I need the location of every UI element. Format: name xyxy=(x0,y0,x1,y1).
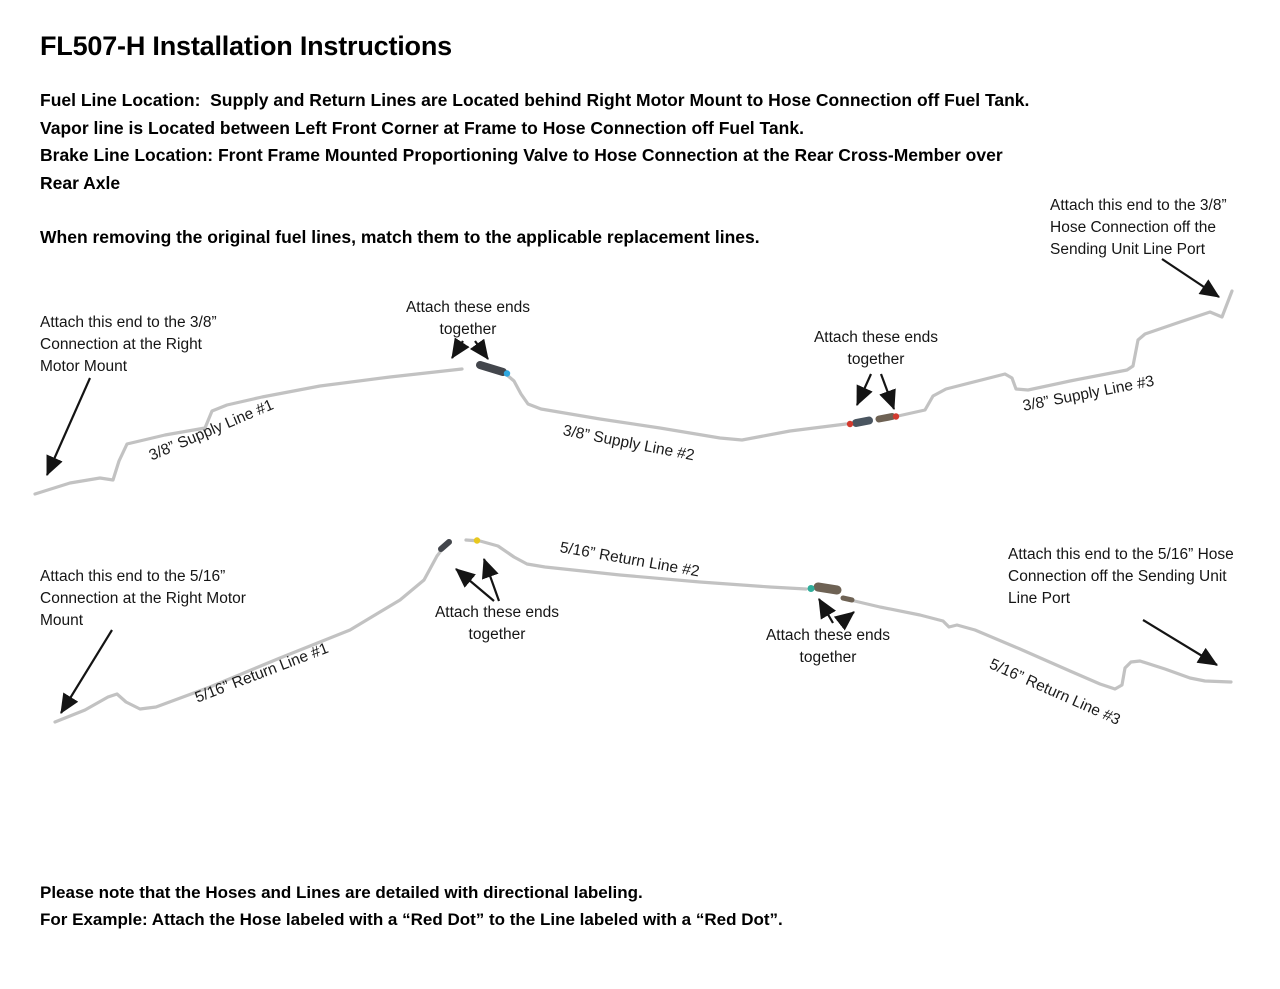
arrow-supply-sending xyxy=(1162,259,1219,297)
label-return-line-1: 5/16” Return Line #1 xyxy=(192,639,331,707)
red-dot-marker-line3 xyxy=(893,413,899,419)
label-supply-line-3: 3/8” Supply Line #3 xyxy=(1021,372,1156,415)
fuel-line-location-text: Fuel Line Location: Supply and Return Lines are Located behind Right Motor Mount to Hose Connection off Fuel Tank. xyxy=(40,90,1030,110)
arrow-return-sending xyxy=(1143,620,1217,665)
teal-dot-marker xyxy=(808,585,815,592)
location-paragraph xyxy=(40,87,1200,197)
callout-attach-together-return-1: Attach these ends together xyxy=(434,604,560,643)
arrow-supply-j1-left xyxy=(452,341,463,358)
rear-axle-text: Rear Axle xyxy=(40,172,121,193)
arrow-return-j2-left xyxy=(819,599,833,623)
yellow-dot-marker xyxy=(474,537,480,543)
label-supply-line-2: 3/8” Supply Line #2 xyxy=(561,422,696,465)
return-junction2-line3-tip xyxy=(843,598,852,600)
callout-attach-together-supply-1: Attach these ends together xyxy=(405,299,531,338)
removal-instruction-text: When removing the original fuel lines, match them to the applicable replacement lines. xyxy=(40,227,760,247)
arrow-supply-j2-left xyxy=(857,374,871,405)
arrow-supply-motor xyxy=(47,378,90,475)
directional-labeling-note: Please note that the Hoses and Lines are detailed with directional labeling. xyxy=(40,883,643,902)
blue-dot-marker xyxy=(504,370,510,376)
supply-junction1-hose xyxy=(480,365,503,372)
page-title: FL507-H Installation Instructions xyxy=(40,31,452,61)
label-return-line-2: 5/16” Return Line #2 xyxy=(558,539,701,581)
supply-line-2-tube xyxy=(507,375,846,440)
return-junction2-hose xyxy=(818,587,837,590)
callout-supply-sending-unit: Attach this end to the 3/8” Hose Connection off the Sending Unit Line Port xyxy=(1050,197,1227,258)
footer-notes xyxy=(40,879,1140,933)
arrow-supply-j1-right xyxy=(475,341,488,359)
vapor-line-location-text: Vapor line is Located between Left Front Corner at Frame to Hose Connection off Fuel Tank. xyxy=(40,117,804,138)
label-return-line-3: 5/16” Return Line #3 xyxy=(986,655,1123,729)
callout-return-sending-unit: Attach this end to the 5/16” Hose Connection off the Sending Unit Line Port xyxy=(1008,546,1234,607)
arrow-supply-j2-right xyxy=(881,374,894,409)
supply-junction2-left-hose xyxy=(856,421,869,424)
supply-junction2-right-hose xyxy=(879,417,892,420)
red-dot-marker-line2 xyxy=(847,421,853,427)
callout-supply-motor-mount: Attach this end to the 3/8” Connection at the Right Motor Mount xyxy=(40,314,217,375)
callout-attach-together-supply-2: Attach these ends together xyxy=(813,329,939,368)
brake-line-location-text: Brake Line Location: Front Frame Mounted Proportioning Valve to Hose Connection at the Rear Cross-Member over xyxy=(40,145,1003,165)
label-supply-line-1: 3/8” Supply Line #1 xyxy=(146,396,277,465)
red-dot-example-note: For Example: Attach the Hose labeled with a “Red Dot” to the Line labeled with a “Red Dot”. xyxy=(40,910,783,929)
arrow-return-j2-right xyxy=(840,612,854,623)
supply-line-1-tube xyxy=(35,369,462,494)
callout-return-motor-mount: Attach this end to the 5/16” Connection at the Right Motor Mount xyxy=(40,568,246,629)
return-junction1-line1-tip xyxy=(441,542,449,549)
callout-attach-together-return-2: Attach these ends together xyxy=(765,627,891,666)
